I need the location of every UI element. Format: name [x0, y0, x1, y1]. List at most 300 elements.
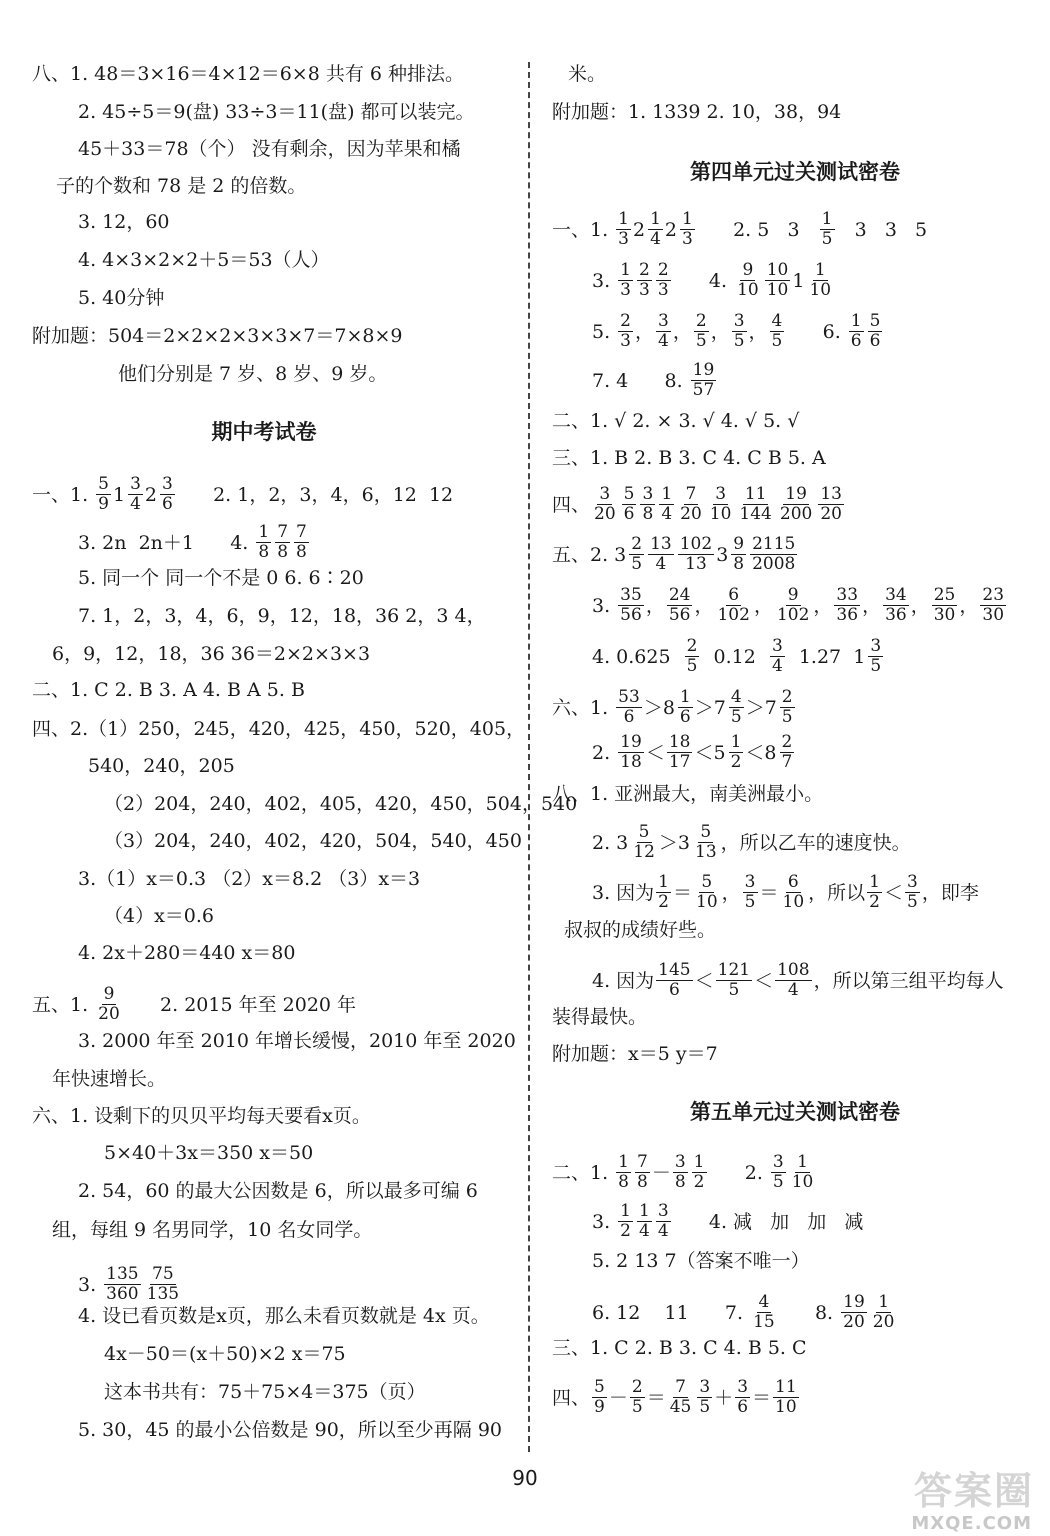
fraction-numerator: 121 — [717, 960, 751, 980]
fraction — [656, 873, 671, 912]
fraction-denominator: 20 — [872, 1312, 895, 1332]
fraction-denominator: 36 — [885, 605, 907, 625]
fraction-wrap — [292, 523, 311, 562]
fraction-denominator: 360 — [106, 1284, 139, 1304]
fraction-wrap — [665, 586, 695, 625]
fraction — [275, 523, 290, 562]
fraction-denominator: 36 — [836, 605, 859, 625]
answer-line: （3）204，240，402，420，504，540，450 — [104, 830, 522, 852]
fraction-numerator: 4 — [771, 311, 783, 331]
fraction-wrap — [769, 1153, 788, 1192]
answer-text: 3. — [592, 1210, 617, 1233]
fraction — [737, 485, 773, 524]
answer-text: 3. — [592, 594, 617, 617]
fraction-denominator: 20 — [820, 504, 842, 524]
fraction — [673, 1153, 688, 1192]
fraction-wrap — [735, 485, 775, 524]
fraction — [659, 485, 674, 524]
answer-text: 2. 1，2，3，4，6，12 12 — [176, 483, 454, 506]
fraction-denominator: 8 — [674, 1172, 686, 1192]
fraction-wrap — [692, 312, 711, 351]
fraction — [616, 1153, 631, 1192]
fraction-numerator: 1 — [850, 311, 862, 331]
section-title: 第四单元过关测试密卷 — [690, 160, 900, 184]
answer-text: 2. — [592, 831, 617, 854]
fraction-wrap — [614, 688, 644, 727]
mixed-number — [145, 475, 177, 514]
fraction-wrap — [733, 1378, 752, 1417]
answer-line: 附加题：1. 1339 2. 10，38，94 — [552, 101, 842, 123]
fraction-wrap — [94, 985, 124, 1024]
fraction-wrap — [616, 261, 635, 300]
fraction-denominator: 3 — [639, 280, 650, 300]
fraction — [104, 1265, 140, 1304]
fraction — [256, 523, 271, 562]
fraction-numerator: 4 — [730, 687, 742, 707]
fraction-numerator: 7 — [675, 1377, 686, 1397]
fraction — [743, 873, 758, 912]
fraction-numerator: 7 — [277, 522, 289, 542]
fraction-denominator: 4 — [650, 229, 661, 249]
answer-line — [78, 1265, 183, 1304]
answer-text: 4. 0.625 — [592, 645, 683, 668]
answer-text: ＜ — [645, 741, 665, 764]
fraction — [770, 312, 785, 351]
fraction-numerator: 3 — [642, 484, 654, 504]
fraction-wrap — [635, 261, 654, 300]
mixed-number-whole: 3 — [614, 543, 627, 566]
fraction-denominator: 4 — [639, 1221, 650, 1241]
answer-line: 2. 54，60 的最大公因数是 6，所以最多可编 6 — [78, 1180, 478, 1202]
fraction — [678, 688, 693, 727]
mixed-number — [614, 535, 646, 574]
fraction — [656, 261, 671, 300]
fraction — [96, 475, 111, 514]
fraction-numerator: 19 — [843, 1292, 865, 1312]
answer-text: ＝ — [646, 1386, 666, 1409]
fraction-wrap — [666, 1378, 696, 1417]
fraction-numerator: 19 — [692, 360, 715, 380]
mixed-number-whole: 8 — [764, 741, 777, 764]
fraction-wrap — [763, 261, 793, 300]
fraction-denominator: 200 — [779, 504, 813, 524]
answer-line — [552, 688, 797, 727]
fraction-numerator: 3 — [907, 872, 918, 892]
mixed-number — [663, 688, 695, 727]
fraction-denominator: 4 — [130, 494, 141, 514]
fraction — [618, 261, 633, 300]
answer-line: 八、1. 亚洲最大，南美洲最小。 — [552, 783, 824, 805]
answer-text: ， — [862, 594, 882, 617]
fraction-numerator: 24 — [668, 585, 691, 605]
fraction-wrap — [771, 1378, 801, 1417]
fraction — [867, 873, 882, 912]
fraction-wrap — [768, 637, 787, 676]
answer-text: ＜ — [694, 741, 714, 764]
fraction — [668, 1378, 694, 1417]
fraction — [128, 475, 143, 514]
mixed-number-whole: 3 — [677, 831, 691, 854]
fraction-denominator: 56 — [668, 605, 691, 625]
page-number: 90 — [512, 1466, 538, 1490]
fraction — [618, 586, 644, 625]
mixed-number — [713, 733, 745, 772]
answer-text: ＞ — [694, 696, 714, 719]
mixed-number — [678, 823, 721, 862]
answer-line: 6，9，12，18，36 36＝2×2×3×3 — [52, 643, 371, 665]
fraction-denominator: 12 — [633, 842, 655, 862]
fraction-denominator: 5 — [686, 656, 698, 676]
answer-line — [592, 361, 718, 400]
fraction-denominator: 6 — [869, 331, 881, 351]
fraction-denominator: 102 — [717, 605, 750, 625]
answer-text: ＝ — [673, 881, 693, 904]
fraction-denominator: 6 — [737, 1397, 749, 1417]
fraction-numerator: 3 — [737, 1377, 749, 1397]
fraction-wrap — [713, 586, 753, 625]
fraction — [635, 1153, 650, 1192]
fraction-denominator: 5 — [631, 554, 643, 574]
fraction-denominator: 5 — [631, 1397, 643, 1417]
fraction-numerator: 145 — [658, 960, 691, 980]
fraction-numerator: 9 — [742, 260, 754, 280]
fraction-wrap — [692, 873, 722, 912]
mixed-number-whole: 2 — [144, 483, 158, 506]
answer-text: ＞ — [745, 696, 765, 719]
answer-text: ， — [748, 320, 768, 343]
fraction — [694, 873, 720, 912]
answer-text: 3. 因为 — [592, 881, 655, 904]
answer-line: 附加题：504＝2×2×2×3×3×7＝7×8×9 — [32, 325, 403, 347]
fraction-denominator: 4 — [655, 554, 667, 574]
fraction-numerator: 5 — [701, 872, 713, 892]
fraction — [716, 961, 752, 1000]
mixed-number-whole: 3 — [616, 831, 629, 854]
answer-line — [592, 823, 911, 862]
fraction-denominator: 3 — [657, 280, 669, 300]
fraction-denominator: 5 — [695, 331, 707, 351]
fraction-wrap — [616, 733, 646, 772]
answer-line: 7. 1，2，3，4，6，9，12，18，36 2，3 4， — [78, 605, 486, 627]
fraction-denominator: 3 — [618, 229, 629, 249]
fraction-denominator: 3 — [620, 331, 631, 351]
fraction — [750, 535, 797, 574]
fraction-numerator: 10 — [766, 260, 789, 280]
answer-line: 三、1. B 2. B 3. C 4. C B 5. A — [552, 447, 826, 469]
fraction-wrap — [865, 873, 884, 912]
fraction-numerator: 2 — [686, 636, 698, 656]
fraction-denominator: 2008 — [752, 554, 796, 574]
fraction-wrap — [706, 485, 736, 524]
answer-line — [552, 485, 846, 524]
fraction-denominator: 2 — [693, 1172, 705, 1192]
fraction-denominator: 10 — [737, 280, 759, 300]
fraction — [751, 1293, 777, 1332]
fraction — [637, 261, 652, 300]
answer-line: 5. 2 13 7（答案不唯一） — [592, 1250, 810, 1272]
fraction-wrap — [689, 361, 719, 400]
fraction-wrap — [881, 586, 911, 625]
fraction-wrap — [741, 873, 760, 912]
fraction-wrap — [676, 535, 716, 574]
fraction-wrap — [839, 1293, 869, 1332]
fraction-numerator: 1 — [682, 209, 693, 229]
fraction-denominator: 3 — [620, 280, 631, 300]
answer-line: 5. 30，45 的最小公倍数是 90，所以至少再隔 90 — [78, 1419, 502, 1441]
answer-line — [592, 1293, 898, 1332]
answer-line: 3.（1）x＝0.3 （2）x＝8.2 （3）x＝3 — [78, 868, 421, 890]
fraction-denominator: 20 — [594, 504, 616, 524]
fraction-denominator: 9 — [594, 1397, 605, 1417]
fraction-denominator: 8 — [296, 542, 307, 562]
fraction-denominator: 10 — [709, 504, 732, 524]
answer-line: 叔叔的成绩好些。 — [564, 919, 717, 941]
fraction — [692, 1153, 707, 1192]
answer-line: 4x－50＝(x＋50)×2 x＝75 — [104, 1343, 346, 1365]
fraction-denominator: 5 — [771, 331, 783, 351]
fraction-numerator: 19 — [620, 732, 642, 752]
fraction — [618, 312, 633, 351]
answer-text: 1.27 — [786, 645, 854, 668]
fraction-denominator: 5 — [730, 707, 742, 727]
fraction-numerator: 1 — [639, 1201, 650, 1221]
answer-line: 装得最快。 — [552, 1006, 648, 1028]
fraction-numerator: 1 — [821, 209, 833, 229]
answer-line: 附加题：x＝5 y＝7 — [552, 1043, 718, 1065]
fraction-numerator: 9 — [733, 534, 745, 554]
answer-line — [552, 535, 799, 574]
fraction-wrap — [695, 1378, 714, 1417]
fraction-wrap — [590, 485, 620, 524]
fraction-numerator: 6 — [787, 872, 799, 892]
fraction-wrap — [620, 485, 639, 524]
answer-line — [592, 1202, 863, 1241]
fraction-numerator: 3 — [870, 636, 882, 656]
fraction-denominator: 10 — [809, 280, 832, 300]
fraction-denominator: 10 — [696, 892, 718, 912]
mixed-number — [764, 733, 796, 772]
fraction — [96, 985, 122, 1024]
fraction-wrap — [733, 261, 763, 300]
fraction — [905, 873, 920, 912]
fraction-wrap — [657, 485, 676, 524]
fraction-wrap — [903, 873, 922, 912]
mixed-number-whole: 5 — [713, 741, 726, 764]
fraction-denominator: 144 — [739, 504, 772, 524]
fraction-wrap — [866, 312, 885, 351]
fraction-denominator: 45 — [669, 1397, 692, 1417]
fraction-numerator: 3 — [772, 1152, 784, 1172]
fraction-wrap — [847, 312, 866, 351]
fraction-denominator: 5 — [728, 980, 740, 1000]
answer-line: 六、1. 设剩下的贝贝平均每天要看x页。 — [32, 1105, 371, 1127]
fraction-numerator: 1 — [258, 522, 270, 542]
answer-line — [592, 961, 1004, 1000]
answer-text: 3. — [78, 1273, 103, 1296]
fraction-denominator: 10 — [782, 892, 805, 912]
fraction-denominator: 8 — [277, 542, 289, 562]
fraction — [629, 535, 644, 574]
fraction-numerator: 2 — [639, 260, 650, 280]
fraction — [648, 210, 663, 249]
answer-text: ， — [813, 594, 833, 617]
answer-line: 4. 设已看页数是x页，那么未看页数就是 4x 页。 — [78, 1305, 490, 1327]
fraction-denominator: 30 — [933, 605, 956, 625]
answer-line: 米。 — [568, 63, 607, 85]
fraction — [849, 312, 864, 351]
fraction — [807, 261, 833, 300]
fraction-numerator: 5 — [98, 474, 109, 494]
column-divider — [528, 62, 530, 1452]
mixed-number — [665, 210, 697, 249]
answer-text: － — [608, 1386, 628, 1409]
fraction-wrap — [628, 1378, 647, 1417]
fraction-denominator: 2 — [658, 892, 669, 912]
fraction-numerator: 1 — [869, 872, 880, 892]
fraction-wrap — [616, 586, 646, 625]
fraction-denominator: 2 — [730, 752, 742, 772]
answer-line — [552, 1153, 817, 1192]
fraction-numerator: 13 — [820, 484, 842, 504]
answer-line: 4. 2x＋280＝440 x＝80 — [78, 942, 296, 964]
answer-text: 5. — [592, 320, 617, 343]
fraction — [656, 961, 692, 1000]
fraction — [731, 535, 746, 574]
fraction-numerator: 3 — [733, 311, 745, 331]
fraction-denominator: 13 — [695, 842, 717, 862]
answer-text: 4. 因为 — [592, 969, 655, 992]
answer-line — [552, 1378, 801, 1417]
mixed-number-whole: 1 — [853, 645, 866, 668]
fraction-wrap — [616, 1202, 635, 1241]
fraction-numerator: 9 — [787, 585, 799, 605]
fraction-denominator: 10 — [775, 1397, 797, 1417]
mixed-number — [765, 688, 797, 727]
answer-line: 3. 2000 年至 2010 年增长缓慢，2010 年至 2020 — [78, 1030, 516, 1052]
fraction-numerator: 2 — [620, 311, 631, 331]
fraction — [145, 1265, 181, 1304]
fraction — [732, 312, 747, 351]
answer-text: 四、 — [552, 1386, 591, 1409]
fraction-numerator: 3 — [658, 311, 669, 331]
mixed-number-whole: 2 — [664, 218, 678, 241]
answer-line: 这本书共有：75＋75×4＝375（页） — [104, 1381, 426, 1403]
answer-text: 一、1. — [32, 483, 95, 506]
fraction-denominator: 3 — [682, 229, 693, 249]
fraction-numerator: 2 — [781, 687, 793, 707]
fraction-numerator: 34 — [885, 585, 907, 605]
fraction — [932, 586, 958, 625]
fraction-wrap — [654, 873, 673, 912]
mixed-number — [792, 261, 835, 300]
fraction-denominator: 6 — [668, 980, 680, 1000]
fraction-wrap — [671, 1153, 690, 1192]
mixed-number-whole: 7 — [764, 696, 777, 719]
fraction-denominator: 6 — [623, 707, 635, 727]
fraction — [637, 1202, 652, 1241]
fraction-wrap — [818, 210, 837, 249]
fraction-numerator: 1 — [658, 872, 669, 892]
fraction-wrap — [654, 1202, 673, 1241]
fraction-denominator: 13 — [685, 554, 707, 574]
fraction — [640, 485, 655, 524]
answer-line: 组，每组 9 名男同学，10 名女同学。 — [52, 1219, 373, 1241]
fraction-wrap — [614, 210, 633, 249]
fraction — [680, 210, 695, 249]
answer-line: （4）x＝0.6 — [104, 905, 215, 927]
fraction-denominator: 17 — [668, 752, 691, 772]
fraction-numerator: 7 — [685, 484, 697, 504]
fraction-denominator: 10 — [791, 1172, 814, 1192]
fraction-numerator: 1 — [878, 1292, 890, 1312]
watermark-text: 答案圈 — [913, 1469, 1034, 1513]
fraction-numerator: 3 — [674, 1152, 686, 1172]
answer-text: ， — [635, 320, 655, 343]
answer-line — [592, 312, 884, 351]
answer-text: ＋ — [714, 1386, 734, 1409]
fraction — [780, 688, 795, 727]
answer-text: ＝ — [759, 881, 779, 904]
fraction — [648, 535, 674, 574]
answer-line — [592, 637, 885, 676]
answer-text: 0.12 — [701, 645, 768, 668]
fraction-numerator: 23 — [982, 585, 1005, 605]
fraction — [980, 586, 1006, 625]
fraction-wrap — [654, 261, 673, 300]
fraction — [790, 1153, 816, 1192]
answer-line: 三、1. C 2. B 3. C 4. B 5. C — [552, 1337, 807, 1359]
fraction — [735, 1378, 750, 1417]
fraction — [678, 535, 714, 574]
fraction-denominator: 8 — [642, 504, 654, 524]
answer-text: 五、1. — [32, 993, 95, 1016]
fraction-wrap — [714, 961, 754, 1000]
fraction — [818, 485, 844, 524]
fraction — [656, 1202, 671, 1241]
answer-text: 六、1. — [552, 696, 615, 719]
fraction-numerator: 7 — [296, 522, 307, 542]
answer-text: ， — [959, 594, 979, 617]
fraction-wrap — [654, 312, 673, 351]
fraction-denominator: 7 — [781, 752, 793, 772]
fraction — [616, 210, 631, 249]
fraction — [160, 475, 175, 514]
fraction — [729, 733, 744, 772]
fraction-numerator: 3 — [699, 1377, 711, 1397]
fraction-wrap — [646, 535, 676, 574]
fraction-denominator: 102 — [776, 605, 810, 625]
answer-text: 4. 减 加 加 减 — [672, 1210, 864, 1233]
fraction — [631, 823, 657, 862]
fraction-denominator: 20 — [680, 504, 702, 524]
answer-line: 540，240，205 — [88, 755, 235, 777]
fraction-numerator: 7 — [637, 1152, 648, 1172]
fraction-numerator: 1 — [661, 484, 673, 504]
fraction-wrap — [832, 586, 862, 625]
fraction — [841, 1293, 867, 1332]
fraction-numerator: 3 — [162, 474, 173, 494]
fraction — [630, 1378, 645, 1417]
answer-text: 四、 — [552, 493, 591, 516]
fraction-numerator: 5 — [869, 311, 881, 331]
fraction-wrap — [633, 1153, 652, 1192]
answer-line — [592, 586, 1008, 625]
fraction — [871, 1293, 897, 1332]
fraction-numerator: 3 — [130, 474, 141, 494]
answer-line — [592, 261, 835, 300]
fraction-numerator: 1 — [620, 260, 631, 280]
fraction — [697, 1378, 712, 1417]
